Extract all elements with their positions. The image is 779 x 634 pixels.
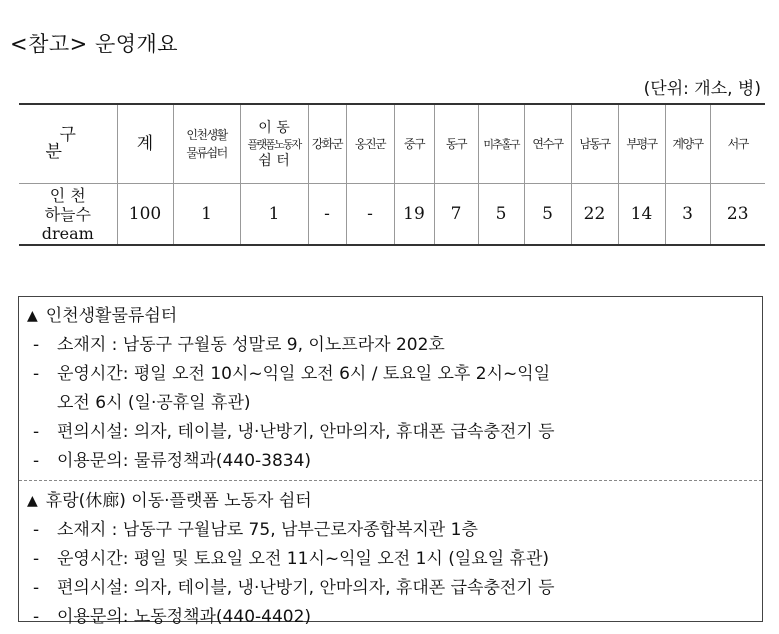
stats-table — [19, 103, 765, 246]
contact-line: - 이용문의: 노동정책과(440-4402) — [33, 607, 312, 627]
cell-jung: 19 — [394, 184, 434, 246]
info-box — [18, 296, 763, 627]
cell-ganghwa: - — [308, 184, 346, 246]
section-logistics-rest — [19, 297, 762, 476]
header-michuhol: 미추홀구 — [478, 104, 524, 184]
facilities-line: - 편의시설: 의자, 테이블, 냉·난방기, 안마의자, 휴대폰 급속충전기 등 — [33, 578, 555, 598]
triangle-bullet-icon: ▲ — [27, 308, 38, 324]
section-title: ▲ 휴랑(休廊) 이동·플랫폼 노동자 쉼터 — [27, 487, 754, 516]
header-ongjin: 옹진군 — [346, 104, 394, 184]
header-gyeyang: 계양구 — [665, 104, 710, 184]
cell-ongjin: - — [346, 184, 394, 246]
header-incheon-rest: 인천생활물류쉼터 — [173, 104, 240, 184]
header-jung: 중구 — [394, 104, 434, 184]
header-dong: 동구 — [434, 104, 478, 184]
cell-mobile-rest: 1 — [240, 184, 308, 246]
cell-yeonsu: 5 — [524, 184, 571, 246]
header-seo: 서구 — [710, 104, 765, 184]
hours-line-cont: 오전 6시 (일·공휴일 휴관) — [57, 393, 251, 413]
contact-line: - 이용문의: 물류정책과(440-3834) — [33, 451, 312, 471]
header-yeonsu: 연수구 — [524, 104, 571, 184]
row-label: 인 천 하늘수 dream — [19, 184, 117, 246]
cell-dong: 7 — [434, 184, 478, 246]
facilities-line: - 편의시설: 의자, 테이블, 냉·난방기, 안마의자, 휴대폰 급속충전기 등 — [33, 422, 555, 442]
header-namdong: 남동구 — [571, 104, 618, 184]
cell-michuhol: 5 — [478, 184, 524, 246]
cell-incheon-rest: 1 — [173, 184, 240, 246]
hours-line: - 운영시간: 평일 및 토요일 오전 11시~익일 오전 1시 (일요일 휴관) — [33, 549, 550, 569]
table-row — [19, 184, 765, 246]
header-bupyeong: 부평구 — [618, 104, 665, 184]
header-gubun: 구 분 — [19, 104, 117, 184]
header-mobile-rest: 이 동 플랫폼노동자 쉼 터 — [240, 104, 308, 184]
cell-seo: 23 — [710, 184, 765, 246]
header-total: 계 — [117, 104, 173, 184]
table-header-row — [19, 104, 765, 184]
cell-bupyeong: 14 — [618, 184, 665, 246]
triangle-bullet-icon: ▲ — [27, 493, 38, 509]
hours-line: - 운영시간: 평일 오전 10시~익일 오전 6시 / 토요일 오후 2시~익일 — [33, 364, 551, 384]
cell-total: 100 — [117, 184, 173, 246]
cell-namdong: 22 — [571, 184, 618, 246]
unit-note: (단위: 개소, 병) — [643, 79, 761, 99]
section-title: ▲ 인천생활물류쉼터 — [27, 302, 754, 331]
location-line: - 소재지 : 남동구 구월동 성말로 9, 이노프라자 202호 — [33, 335, 445, 355]
location-line: - 소재지 : 남동구 구월남로 75, 남부근로자종합복지관 1층 — [33, 520, 478, 540]
page-title: <참고> 운영개요 — [10, 32, 179, 56]
section-mobile-worker-rest — [19, 480, 762, 632]
cell-gyeyang: 3 — [665, 184, 710, 246]
header-ganghwa: 강화군 — [308, 104, 346, 184]
